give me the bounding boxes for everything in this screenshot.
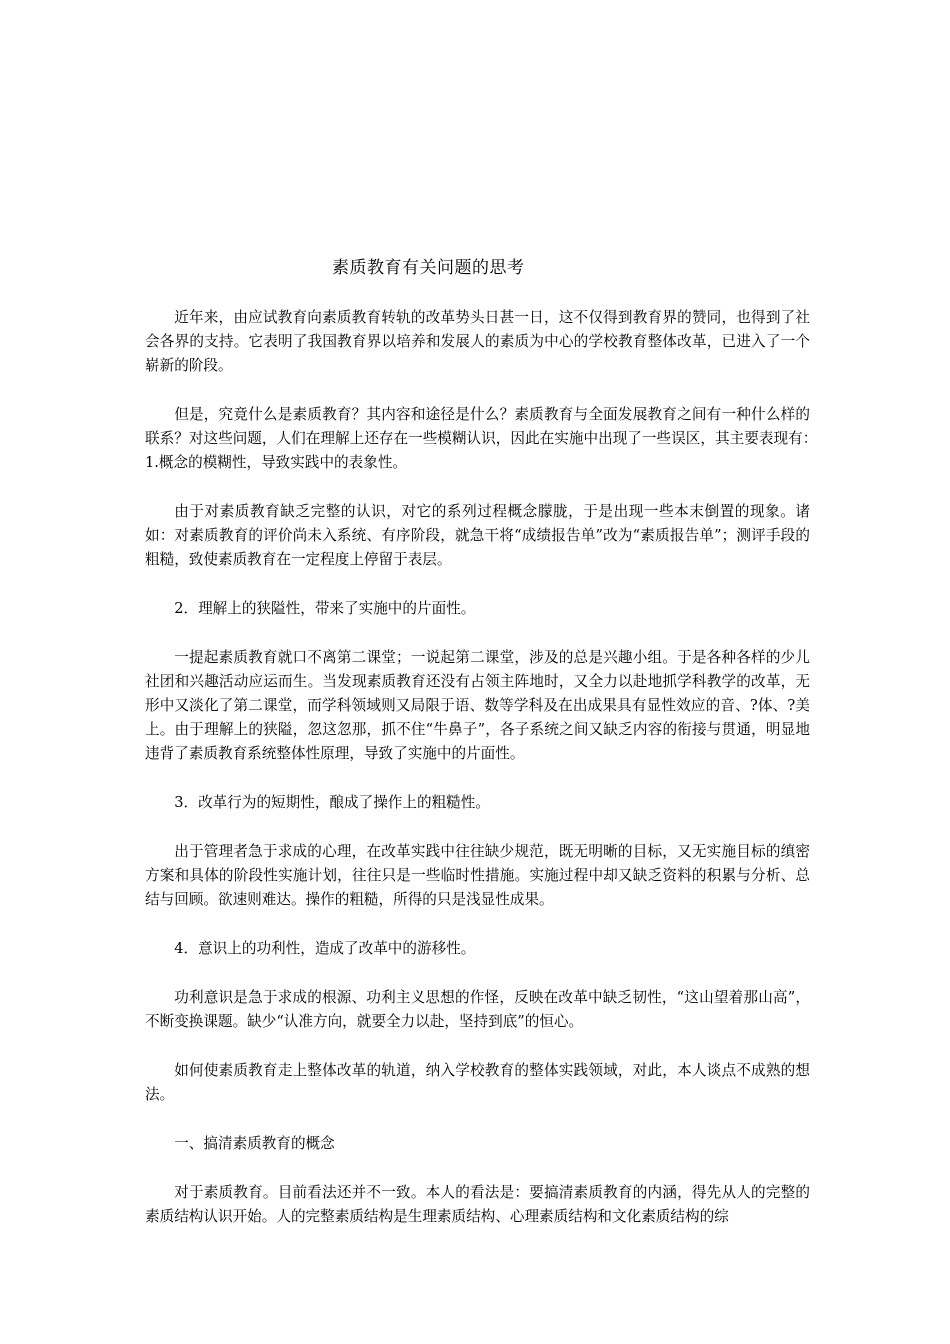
paragraph-heading-2: 2．理解上的狭隘性，带来了实施中的片面性。 — [174, 600, 476, 617]
document-title: 素质教育有关问题的思考 — [332, 258, 525, 278]
paragraph-narrowness: 一提起素质教育就口不离第二课堂；一说起第二课堂，涉及的总是兴趣小组。于是各种各样的少儿社团和兴趣活动应运而生。当发现素质教育还没有占领主阵地时，又全力以赴地抓学科教学的改革，无形中又淡化了第二课堂，而学科领域则又局限于语、数等学科及在出成果具有显性效应的音、?体、?美上。由于理解上的狭隘，忽这忽那，抓不住“牛鼻子”，各子系统之间又缺乏内容的衔接与贯通，明显地违背了素质教育系统整体性原理，导致了实施中的片面性。 — [145, 649, 810, 762]
paragraph-short-term: 出于管理者急于求成的心理，在改革实践中往往缺少规范，既无明晰的目标，又无实施目标的缜密方案和具体的阶段性实施计划，往往只是一些临时性措施。实施过程中却又缺乏资料的积累与分析、总结与回顾。欲速则难达。操作的粗糙，所得的只是浅显性成果。 — [145, 843, 810, 908]
paragraph-utilitarian: 功利意识是急于求成的根源、功利主义思想的作怪，反映在改革中缺乏韧性，“这山望着那山高”，不断变换课题。缺少“认准方向，就要全力以赴，坚持到底”的恒心。 — [145, 989, 810, 1030]
paragraph-heading-4: 4．意识上的功利性，造成了改革中的游移性。 — [174, 940, 476, 957]
paragraph-questions: 但是，究竟什么是素质教育？其内容和途径是什么？素质教育与全面发展教育之间有一种什么样的联系？对这些问题，人们在理解上还存在一些模糊认识，因此在实施中出现了一些误区，其主要表现有： 1.概念的模糊性，导致实践中的表象性。 — [145, 406, 825, 471]
document-body — [145, 255, 825, 1254]
paragraph-intro: 近年来，由应试教育向素质教育转轨的改革势头日甚一日，这不仅得到教育界的赞同，也得到了社会各界的支持。它表明了我国教育界以培养和发展人的素质为中心的学校教育整体改革，已进入了一个崭新的阶段。 — [145, 309, 810, 374]
paragraph-proposal: 如何使素质教育走上整体改革的轨道，纳入学校教育的整体实践领域，对此，本人谈点不成熟的想法。 — [145, 1062, 810, 1103]
paragraph-heading-3: 3．改革行为的短期性，酿成了操作上的粗糙性。 — [174, 794, 490, 811]
paragraph-concept-vagueness: 由于对素质教育缺乏完整的认识，对它的系列过程概念朦胧，于是出现一些本末倒置的现象。诸如：对素质教育的评价尚未入系统、有序阶段，就急干将“成绩报告单”改为“素质报告单”；测评手段的粗糙，致使素质教育在一定程度上停留于表层。 — [145, 503, 810, 568]
section-heading-1: 一、搞清素质教育的概念 — [174, 1135, 335, 1152]
paragraph-definition: 对于素质教育。目前看法还并不一致。本人的看法是：要搞清素质教育的内涵，得先从人的完整的素质结构认识开始。人的完整素质结构是生理素质结构、心理素质结构和文化素质结构的综 — [145, 1184, 810, 1225]
